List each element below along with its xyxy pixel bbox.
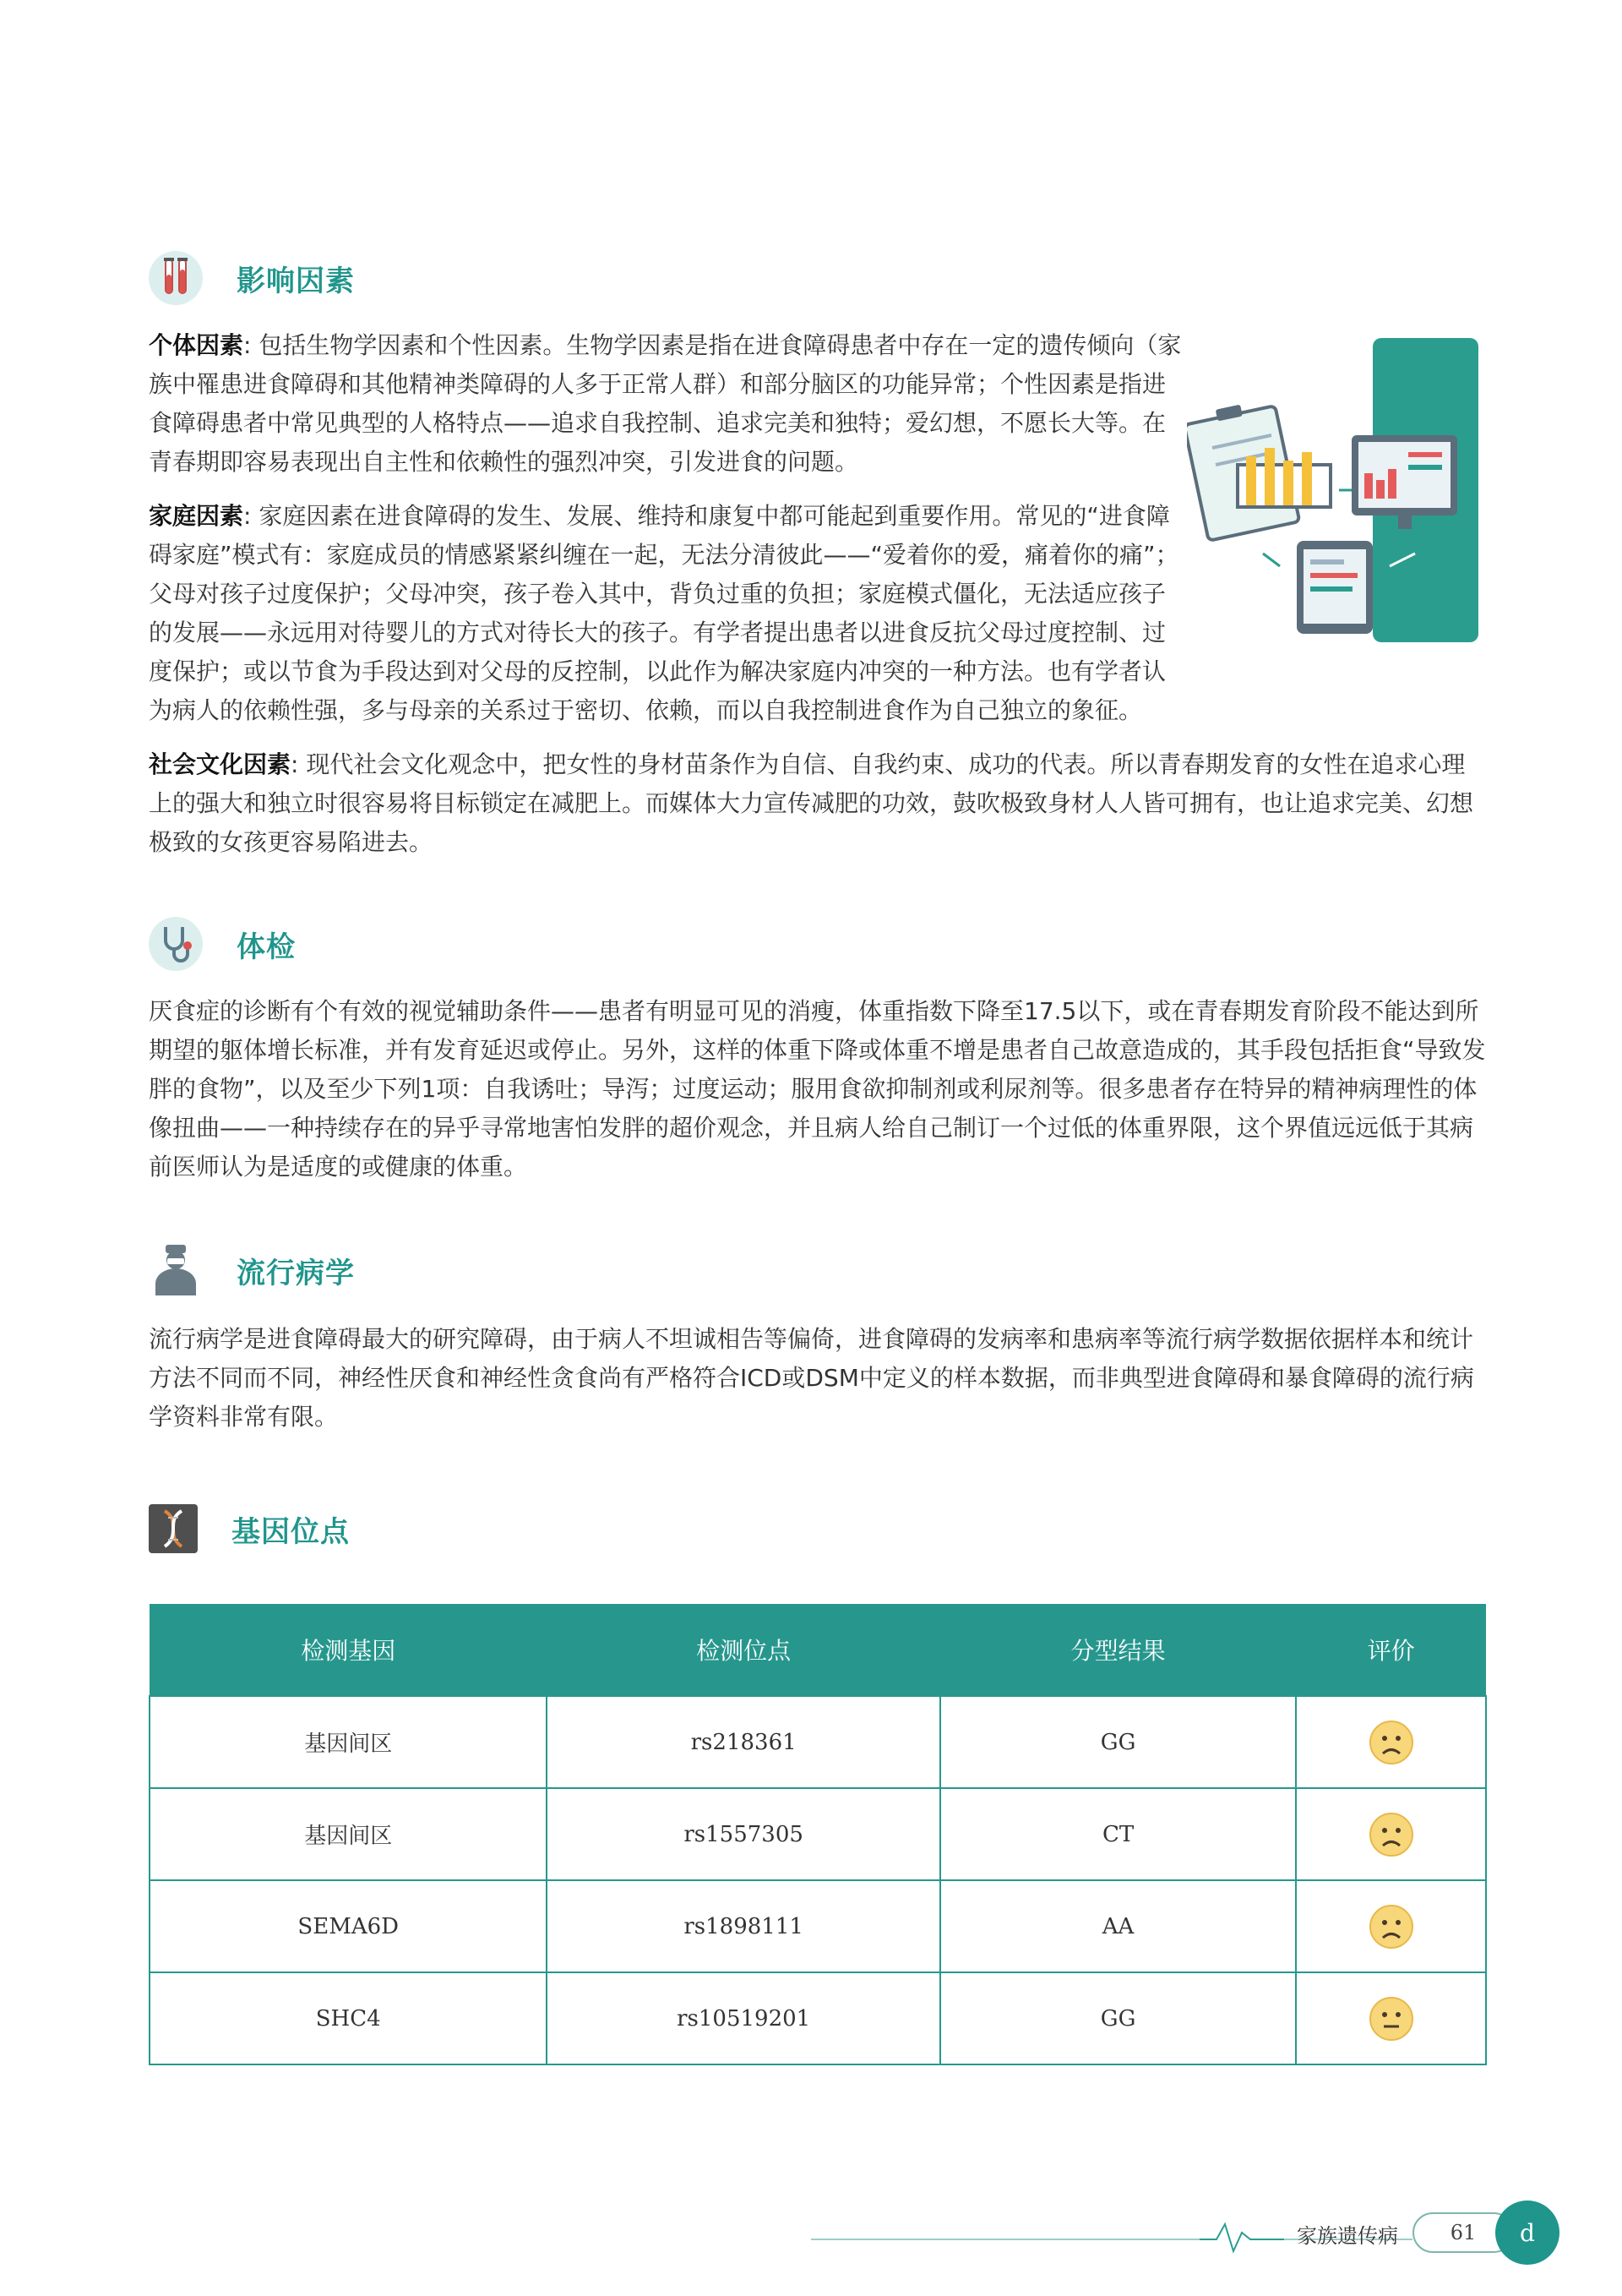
section-title-epidemiology: 流行病学 [237,1256,355,1290]
cell-locus: rs10519201 [547,1972,939,2064]
cell-locus: rs218361 [547,1696,939,1788]
text-social: : 现代社会文化观念中，把女性的身材苗条作为自信、自我约束、成功的代表。所以青春期发育的女性在追求心理上的强大和独立时很容易将目标锁定在减肥上。而媒体大力宣传减肥的功效，鼓吹极致身材人人皆可拥有，也让追求完美、幻想极致的女孩更容易陷进去。 [149,750,1474,856]
footer-heartbeat-line [811,2207,1504,2258]
cell-rating [1296,1696,1486,1788]
paragraph-epidemiology: 流行病学是进食障碍最大的研究障碍，由于病人不坦诚相告等偏倚，进食障碍的发病率和患病率等流行病学数据依据样本和统计方法不同而不同，神经性厌食和神经性贪食尚有严格符合ICD或DSM中定义的样本数据，而非典型进食障碍和暴食障碍的流行病学资料非常有限。 [149,1325,1474,1431]
label-social: 社会文化因素 [149,750,291,778]
label-individual: 个体因素 [149,331,244,359]
section-header-epidemiology [149,1241,355,1300]
cell-gene: SHC4 [150,1972,547,2064]
cell-locus: rs1557305 [547,1788,939,1880]
gene-loci-table [149,1604,1487,2065]
sad-face-icon [1369,1904,1414,1950]
text-family: : 家庭因素在进食障碍的发生、发展、维持和康复中都可能起到重要作用。常见的“进食障碍家庭”模式有：家庭成员的情感紧紧纠缠在一起，无法分清彼此——“爱着你的爱，痛着你的痛”；父母对孩子过度保护；父母冲突，孩子卷入其中，背负过重的负担；家庭模式僵化，无法适应孩子的发展——永远用对待婴儿的方式对待长大的孩子。有学者提出患者以进食反抗父母过度控制、过度保护；或以节食为手段达到对父母的反控制，以此作为解决家庭内冲突的一种方法。也有学者认为病人的依赖性强，多与母亲的关系过于密切、依赖，而以自我控制进食作为自己独立的象征。 [149,502,1179,724]
cell-genotype: GG [940,1972,1296,2064]
text-individual: : 包括生物学因素和个性因素。生物学因素是指在进食障碍患者中存在一定的遗传倾向（家族中罹患进食障碍和其他精神类障碍的人多于正常人群）和部分脑区的功能异常；个性因素是指进食障碍患者中常见典型的人格特点——追求自我控制、追求完美和独特；爱幻想，不愿长大等。在青春期即容易表现出自主性和依赖性的强烈冲突，引发进食的问题。 [149,331,1182,476]
section-title-factors: 影响因素 [237,264,355,298]
paragraph-exam: 厌食症的诊断有个有效的视觉辅助条件——患者有明显可见的消瘦，体重指数下降至17.5以下，或在青春期发育阶段不能达到所期望的躯体增长标准，并有发育延迟或停止。另外，这样的体重下降或体重不增是患者自己故意造成的，其手段包括拒食“导致发胖的食物”，以及至少下列1项：自我诱吐；导泻；过度运动；服用食欲抑制剂或利尿剂等。很多患者存在特异的精神病理性的体像扭曲——一种持续存在的异乎寻常地害怕发胖的超价观念，并且病人给自己制订一个过低的体重界限，这个界值远远低于其病前医师认为是适度的或健康的体重。 [149,997,1486,1181]
paragraph-social [149,745,1487,862]
section-header-exam [149,914,296,973]
page-number: 61 [1412,2212,1514,2253]
paragraph-family [149,497,1184,730]
sad-face-icon [1369,1812,1414,1857]
cell-genotype: AA [940,1880,1296,1972]
label-family: 家庭因素 [149,502,244,530]
doctor-icon [149,1243,203,1297]
table-row [150,1880,1486,1972]
sad-face-icon [1369,1720,1414,1765]
section-header-loci [149,1499,350,1558]
section-title-loci: 基因位点 [231,1514,350,1549]
footer-title: 家族遗传病 [1297,2224,1398,2248]
table-row [150,1788,1486,1880]
cell-gene: 基因间区 [150,1788,547,1880]
table-row [150,1696,1486,1788]
footer-badge: d [1495,2201,1559,2265]
test-tubes-icon [149,251,203,305]
table-header-row [150,1604,1486,1696]
header-rating: 评价 [1296,1604,1486,1696]
medical-data-illustration [1187,338,1478,642]
section-title-exam: 体检 [237,930,296,964]
cell-rating [1296,1788,1486,1880]
header-gene: 检测基因 [150,1604,547,1696]
header-genotype: 分型结果 [940,1604,1296,1696]
cell-rating [1296,1972,1486,2064]
cell-genotype: CT [940,1788,1296,1880]
neutral-face-icon [1369,1996,1414,2042]
cell-gene: SEMA6D [150,1880,547,1972]
stethoscope-icon [149,917,203,971]
paragraph-individual [149,326,1184,482]
cell-gene: 基因间区 [150,1696,547,1788]
table-row [150,1972,1486,2064]
header-locus: 检测位点 [547,1604,939,1696]
cell-locus: rs1898111 [547,1880,939,1972]
cell-rating [1296,1880,1486,1972]
section-header-factors [149,248,355,308]
dna-icon [149,1504,198,1553]
cell-genotype: GG [940,1696,1296,1788]
